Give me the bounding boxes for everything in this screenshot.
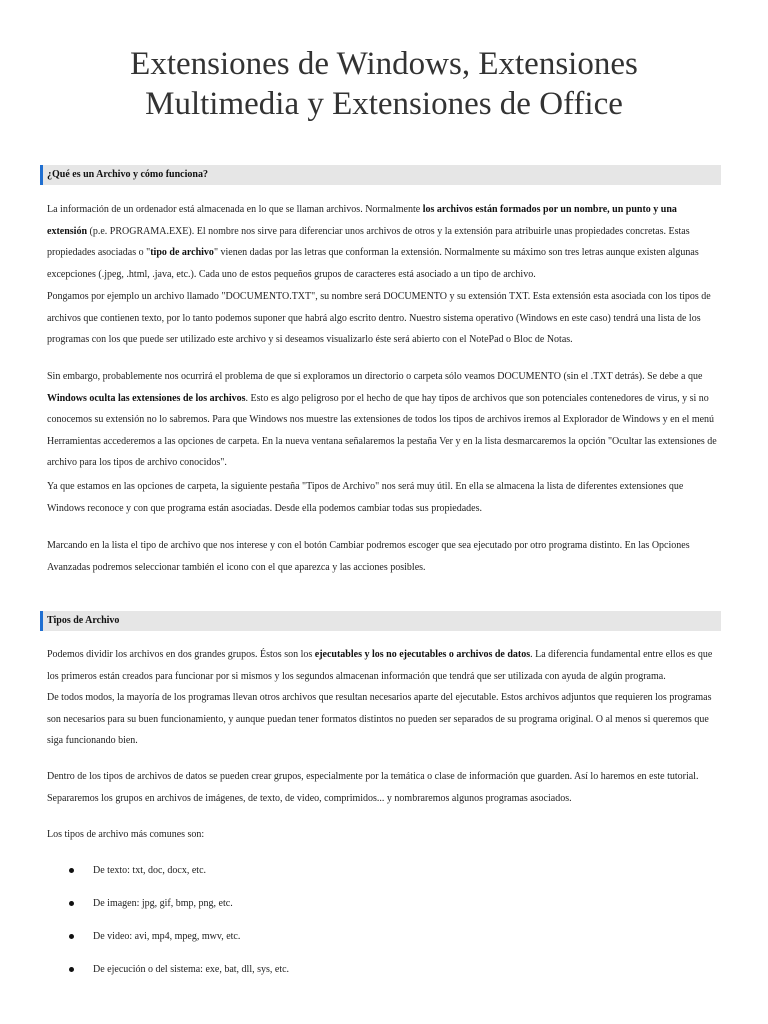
list-item — [47, 893, 719, 926]
list-item — [47, 860, 719, 893]
bullet-icon — [69, 967, 74, 972]
text-run: Ya que estamos en las opciones de carpeta, la siguiente pestaña "Tipos de Archivo" nos será muy útil. En ella se almacena la lista de diferentes extensiones que Windows reconoce y con que programa están asociadas. Desde ella podemos cambiar todas sus propiedades. — [47, 481, 684, 514]
bullet-icon — [69, 901, 74, 906]
paragraph — [47, 366, 719, 474]
text-run: De todos modos, la mayoría de los programas llevan otros archivos que resultan necesarios aparte del ejecutable. Estos archivos adjuntos que requieren los programas son necesarios para su buen funcionamiento, y aunque puedan tener formatos distintos no pueden ser separados de su programa original. O al menos si queremos que siga funcionando bien. — [47, 692, 712, 747]
paragraph — [47, 286, 719, 351]
text-run: Podemos dividir los archivos en dos grandes grupos. Éstos son los — [47, 649, 315, 660]
text-run: Marcando en la lista el tipo de archivo que nos interese y con el botón Cambiar podremos escoger que sea ejecutado por otro programa distinto. En las Opciones Avanzadas podremos seleccionar también el icono con el que aparezca y las acciones posibles. — [47, 540, 690, 573]
paragraph — [47, 199, 719, 285]
bold-text-run: tipo de archivo — [150, 247, 214, 259]
paragraph — [47, 644, 719, 687]
paragraph — [47, 535, 719, 578]
list-item-text: De ejecución o del sistema: exe, bat, dll, sys, etc. — [93, 964, 290, 975]
bullet-icon — [69, 868, 74, 873]
text-run: Los tipos de archivo más comunes son: — [47, 829, 205, 840]
document-title: Extensiones de Windows, Extensiones Multimedia y Extensiones de Office — [130, 46, 638, 122]
bold-text-run: ejecutables y los no ejecutables o archivos de datos — [314, 649, 531, 660]
paragraph — [47, 824, 719, 846]
text-run: . La diferencia fundamental entre ellos es que los primeros están creados para funcionar por si mismos y los segundos almacenan información que tendrá que ser utilizada con ayuda de algún programa. — [47, 649, 713, 682]
paragraph — [47, 476, 719, 519]
section-accent-bar — [40, 611, 43, 631]
section-heading: Tipos de Archivo — [47, 615, 120, 626]
section-heading: ¿Qué es un Archivo y cómo funciona? — [47, 169, 208, 180]
text-run: . Esto es algo peligroso por el hecho de que hay tipos de archivos que son potenciales contenedores de virus, y si no conocemos su extensión no lo sabremos. Para que Windows nos muestre las extensiones de todos los tipos de archivos iremos al Explorador de Windows y en el menú Herramientas accederemos a las opciones de carpeta. En la nueva ventana señalaremos la pestaña Ver y en la lista desmarcaremos la opción "Ocultar las extensiones de archivo para los tipos de archivo conocidos". — [47, 392, 717, 469]
paragraph — [47, 766, 719, 809]
section-accent-bar — [40, 165, 43, 185]
list-item-text: De texto: txt, doc, docx, etc. — [93, 865, 207, 876]
text-run: " vienen dadas por las letras que conforman la extensión. Normalmente su máximo son tres letras aunque existen algunas excepciones (.jpeg, .html, .java, etc.). Cada uno de estos pequeños grupos de caracteres está asociado a un tipo de archivo. — [47, 247, 699, 280]
paragraph — [47, 687, 719, 752]
file-types-list — [47, 860, 719, 992]
list-item — [47, 959, 719, 992]
list-item-text: De imagen: jpg, gif, bmp, png, etc. — [93, 898, 233, 909]
text-run: Dentro de los tipos de archivos de datos se pueden crear grupos, especialmente por la temática o clase de información que guarden. Así lo haremos en este tutorial. Separaremos los grupos en archivos de imágenes, de texto, de video, comprimidos... y nombraremos algunos programas asociados. — [47, 771, 699, 804]
section-heading-bar — [40, 165, 721, 185]
text-run: Pongamos por ejemplo un archivo llamado "DOCUMENTO.TXT", su nombre será DOCUMENTO y su extensión TXT. Esta extensión esta asociada con los tipos de archivos que contienen texto, por lo tanto podemos suponer que habrá algo escrito dentro. Nuestro sistema operativo (Windows en este caso) tendrá una lista de los programas con los que puede ser utilizado este archivo y si deseamos visualizarlo éste será abierto con el NotePad o Bloc de Notas. — [47, 291, 711, 346]
text-run: (p.e. PROGRAMA.EXE). El nombre nos sirve para diferenciar unos archivos de otros y la extensión para atribuirle unas propiedades concretas. Estas propiedades asociadas o " — [47, 225, 690, 259]
text-run: La información de un ordenador está almacenada en lo que se llaman archivos. Normalmente — [47, 204, 423, 215]
bullet-icon — [69, 934, 74, 939]
bold-text-run: los archivos están formados por un nombre, un punto y una extensión — [47, 204, 677, 237]
section-heading-bar — [40, 611, 721, 631]
list-item — [47, 926, 719, 959]
text-run: Sin embargo, probablemente nos ocurrirá el problema de que si exploramos un directorio o carpeta sólo veamos DOCUMENTO (sin el .TXT detrás). Se debe a que — [47, 371, 703, 382]
list-item-text: De video: avi, mp4, mpeg, mwv, etc. — [93, 931, 241, 942]
bold-text-run: Windows oculta las extensiones de los archivos — [47, 392, 246, 404]
